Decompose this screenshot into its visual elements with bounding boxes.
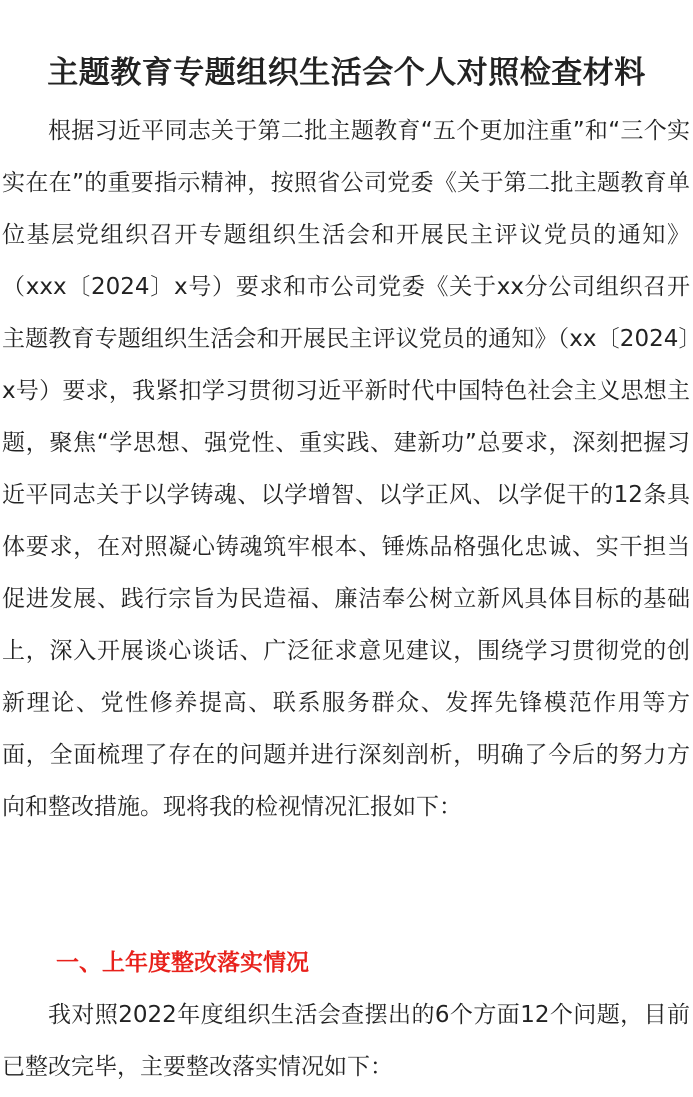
section-heading: 一、上年度整改落实情况 [56,950,309,976]
intro-paragraph: 根据习近平同志关于第二批主题教育“五个更加注重”和“三个实实在在”的重要指示精神，按照省公司党委《关于第二批主题教育单位基层党组织召开专题组织生活会和开展民主评议党员的通知》（xxx〔2024〕x号）要求和市公司党委《关于xx分公司组织召开主题教育专题组织生活会和开展民主评议党员的通知》（xx〔2024〕x号）要求，我紧扣学习贯彻习近平新时代中国特色社会主义思想主题，聚焦“学思想、强党性、重实践、建新功”总要求，深刻把握习近平同志关于以学铸魂、以学增智、以学正风、以学促干的12条具体要求，在对照凝心铸魂筑牢根本、锤炼品格强化忠诚、实干担当促进发展、践行宗旨为民造福、廉洁奉公树立新风具体目标的基础上，深入开展谈心谈话、广泛征求意见建议，围绕学习贯彻党的创新理论、党性修养提高、联系服务群众、发挥先锋模范作用等方面，全面梳理了存在的问题并进行深刻剖析，明确了今后的努力方向和整改措施。现将我的检视情况汇报如下： [2,118,690,820]
document-title: 主题教育专题组织生活会个人对照检查材料 [47,54,646,91]
rectification-paragraph: 我对照2022年度组织生活会查摆出的6个方面12个问题，目前已整改完毕，主要整改落实情况如下： [2,1002,690,1080]
